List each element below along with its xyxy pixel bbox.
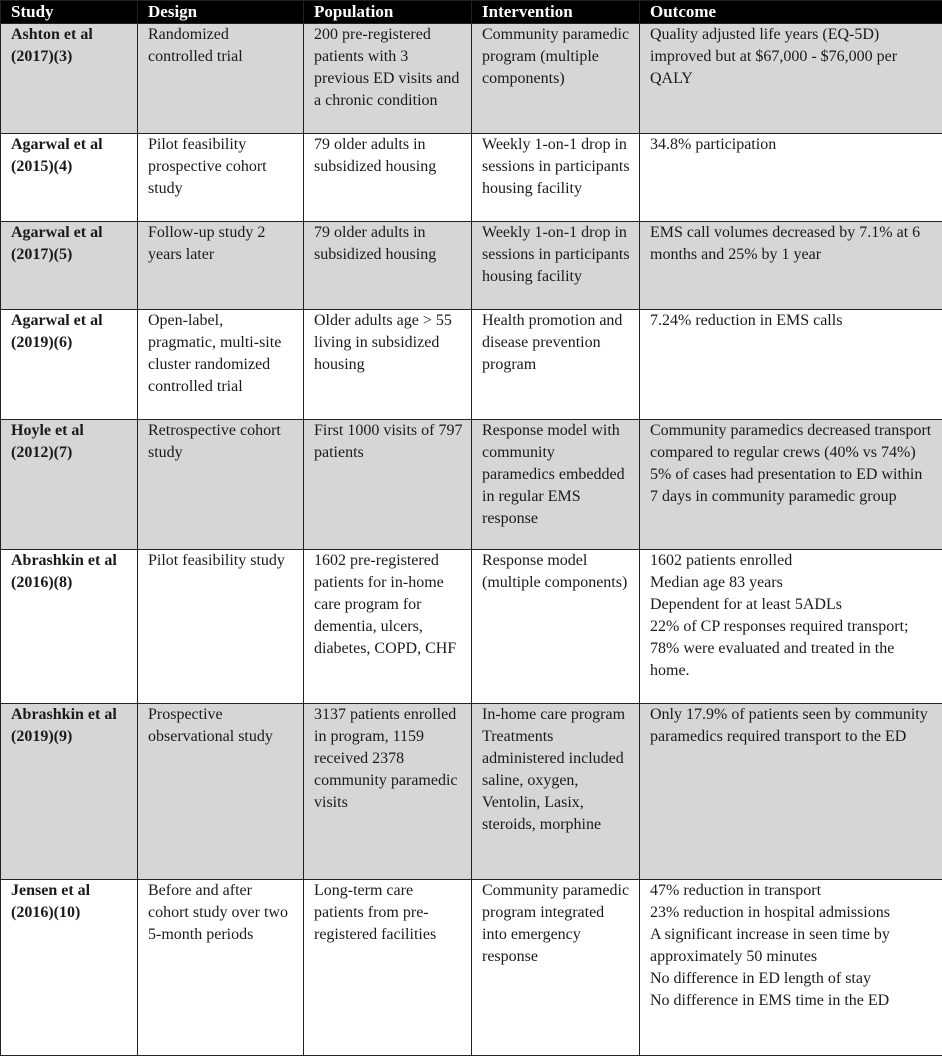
header-intervention: Intervention xyxy=(472,1,640,24)
intervention-cell: Community paramedic program integrated into emergency response xyxy=(472,880,640,1056)
study-cell: Agarwal et al (2019)(6) xyxy=(1,310,138,420)
outcome-line: Quality adjusted life years (EQ-5D) improved but at $67,000 - $76,000 per QALY xyxy=(650,26,898,87)
study-cell: Abrashkin et al (2016)(8) xyxy=(1,550,138,704)
header-study: Study xyxy=(1,1,138,24)
population-cell: 3137 patients enrolled in program, 1159 received 2378 community paramedic visits xyxy=(304,704,472,880)
outcome-line: 34.8% participation xyxy=(650,136,777,153)
population-cell: 200 pre-registered patients with 3 previous ED visits and a chronic condition xyxy=(304,24,472,134)
outcome-cell xyxy=(640,550,942,704)
design-cell: Follow-up study 2 years later xyxy=(138,222,304,310)
design-cell: Retrospective cohort study xyxy=(138,420,304,550)
design-cell: Before and after cohort study over two 5-month periods xyxy=(138,880,304,1056)
population-cell: Long-term care patients from pre-registered facilities xyxy=(304,880,472,1056)
intervention-cell: Response model (multiple components) xyxy=(472,550,640,704)
design-cell: Prospective observational study xyxy=(138,704,304,880)
design-cell: Pilot feasibility prospective cohort study xyxy=(138,134,304,222)
outcome-line: Dependent for at least 5ADLs xyxy=(650,596,842,613)
table-row xyxy=(1,550,942,704)
intervention-cell: Health promotion and disease prevention program xyxy=(472,310,640,420)
design-cell: Open-label, pragmatic, multi-site cluster randomized controlled trial xyxy=(138,310,304,420)
intervention-cell: Weekly 1-on-1 drop in sessions in participants housing facility xyxy=(472,134,640,222)
outcome-line: Median age 83 years xyxy=(650,574,783,591)
study-cell: Abrashkin et al (2019)(9) xyxy=(1,704,138,880)
study-cell: Hoyle et al (2012)(7) xyxy=(1,420,138,550)
outcome-line: 23% reduction in hospital admissions xyxy=(650,904,890,921)
intervention-cell: Weekly 1-on-1 drop in sessions in participants housing facility xyxy=(472,222,640,310)
population-cell: 1602 pre-registered patients for in-home care program for dementia, ulcers, diabetes, COPD, CHF xyxy=(304,550,472,704)
table-row xyxy=(1,880,942,1056)
outcome-line: 5% of cases had presentation to ED within 7 days in community paramedic group xyxy=(650,466,923,505)
population-cell: First 1000 visits of 797 patients xyxy=(304,420,472,550)
header-outcome: Outcome xyxy=(640,1,942,24)
design-cell: Pilot feasibility study xyxy=(138,550,304,704)
population-cell: 79 older adults in subsidized housing xyxy=(304,222,472,310)
outcome-line: 47% reduction in transport xyxy=(650,882,822,899)
table-row xyxy=(1,24,942,134)
outcome-cell xyxy=(640,134,942,222)
outcome-line: 7.24% reduction in EMS calls xyxy=(650,312,843,329)
study-cell: Jensen et al (2016)(10) xyxy=(1,880,138,1056)
outcome-line: Only 17.9% of patients seen by community paramedics required transport to the ED xyxy=(650,706,928,745)
outcome-cell xyxy=(640,704,942,880)
outcome-cell xyxy=(640,420,942,550)
table-row xyxy=(1,704,942,880)
outcome-cell xyxy=(640,880,942,1056)
outcome-line: No difference in ED length of stay xyxy=(650,970,871,987)
outcome-line: 22% of CP responses required transport; xyxy=(650,618,909,635)
outcome-line: EMS call volumes decreased by 7.1% at 6 months and 25% by 1 year xyxy=(650,224,921,263)
outcome-cell xyxy=(640,222,942,310)
design-cell: Randomized controlled trial xyxy=(138,24,304,134)
header-design: Design xyxy=(138,1,304,24)
intervention-cell: In-home care program Treatments administered included saline, oxygen, Ventolin, Lasix, steroids, morphine xyxy=(472,704,640,880)
population-cell: 79 older adults in subsidized housing xyxy=(304,134,472,222)
table-row xyxy=(1,310,942,420)
outcome-cell xyxy=(640,24,942,134)
outcome-line: A significant increase in seen time by approximately 50 minutes xyxy=(650,926,890,965)
population-cell: Older adults age > 55 living in subsidized housing xyxy=(304,310,472,420)
outcome-line: 1602 patients enrolled xyxy=(650,552,793,569)
outcome-line: Community paramedics decreased transport compared to regular crews (40% vs 74%) xyxy=(650,422,932,461)
table-row xyxy=(1,420,942,550)
study-cell: Agarwal et al (2017)(5) xyxy=(1,222,138,310)
header-population: Population xyxy=(304,1,472,24)
header-row xyxy=(1,1,942,24)
table-row xyxy=(1,222,942,310)
study-cell: Agarwal et al (2015)(4) xyxy=(1,134,138,222)
intervention-cell: Response model with community paramedics embedded in regular EMS response xyxy=(472,420,640,550)
table-row xyxy=(1,134,942,222)
outcome-line: No difference in EMS time in the ED xyxy=(650,992,890,1009)
study-cell: Ashton et al (2017)(3) xyxy=(1,24,138,134)
outcome-cell xyxy=(640,310,942,420)
intervention-cell: Community paramedic program (multiple components) xyxy=(472,24,640,134)
outcome-line: 78% were evaluated and treated in the home. xyxy=(650,640,895,679)
